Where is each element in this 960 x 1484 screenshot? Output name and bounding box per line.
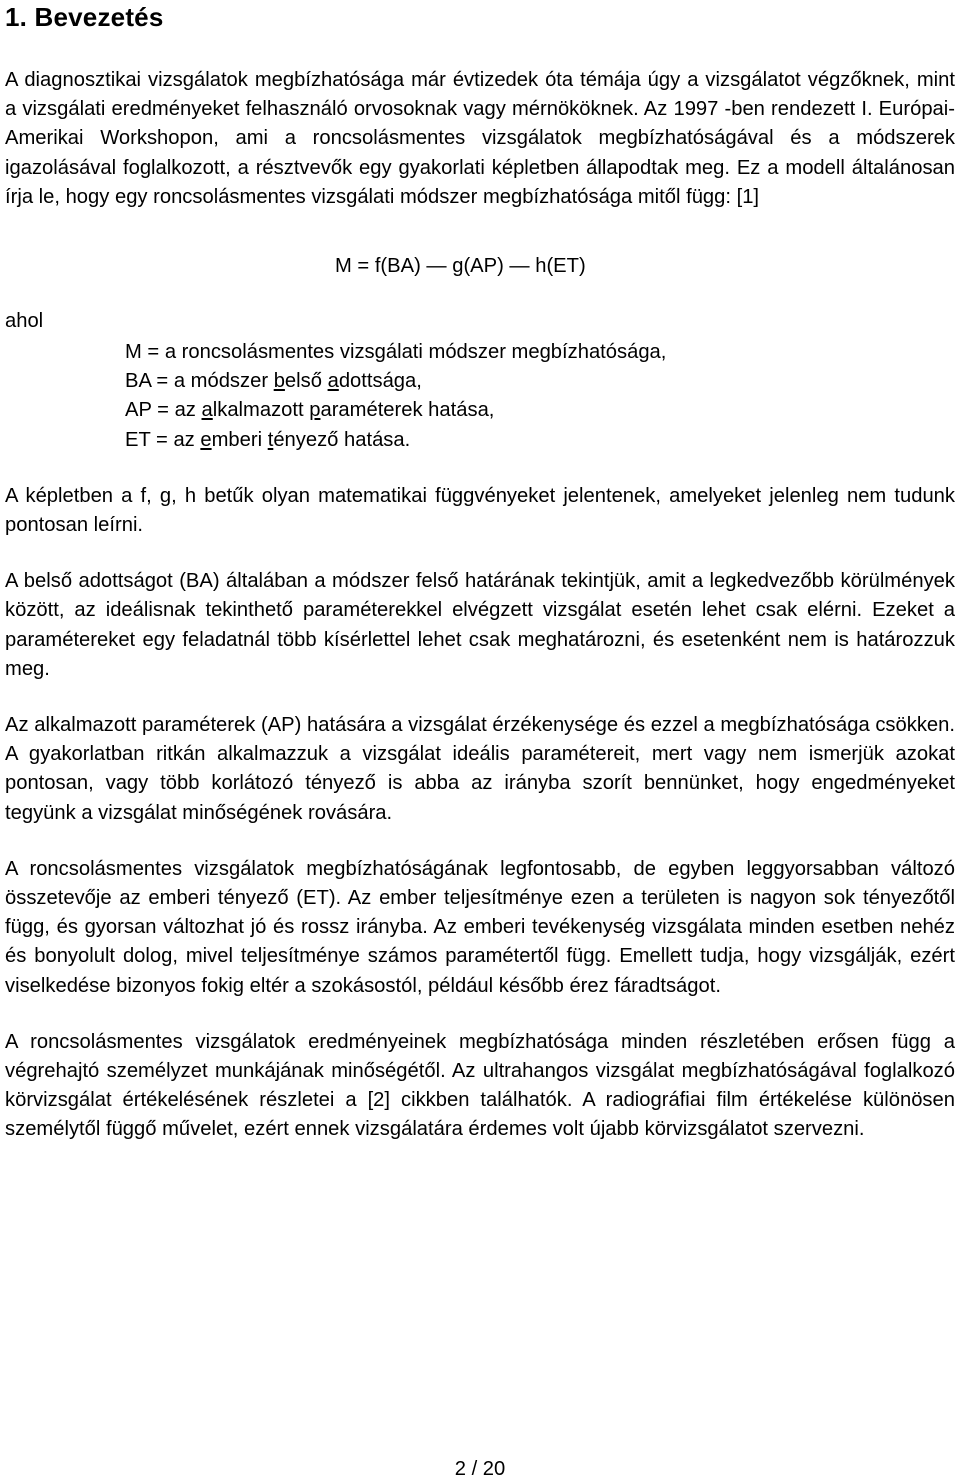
- paragraph-applied-parameters: Az alkalmazott paraméterek (AP) hatására a vizsgálat érzékenysége és ezzel a megbízhatósága csökken. A gyakorlatban ritkán alkalmazzuk a vizsgálat ideális paramétereit, mert vagy nem ismerjük azokat pontosan, vagy több korlátozó tényező is abba az irányba szorít bennünket, hogy engedményeket tegyünk a vizsgálat minőségének rovására.: [5, 714, 955, 824]
- definition-et: ET = az emberi tényező hatása.: [125, 428, 411, 451]
- paragraph-internal-capability: A belső adottságot (BA) általában a módszer felső határának tekintjük, amit a legkedvezőbb körülmények között, az ideálisnak tekinthető paraméterekkel elvégzett vizsgálat esetén lehet csak elérni. Ezeket a paramétereket egy feladatnál több kísérlettel lehet csak meghatározni, és esetenként nem is határozzuk meg.: [5, 570, 955, 680]
- page-number: 2 / 20: [454, 1458, 506, 1480]
- paragraph-round-robin: A roncsolásmentes vizsgálatok eredményeinek megbízhatósága minden részletében erősen függ a végrehajtó személyzet munkájának minőségétől. Az ultrahangos vizsgálat megbízhatóságával foglalkozó körvizsgálat értékelésének részletei a [2] cikkben találhatók. A radiográfiai film értékelése különösen személytől függő művelet, ezért ennek vizsgálatára érdemes volt újabb körvizsgálatot szervezni.: [5, 1030, 955, 1141]
- definition-m: M = a roncsolásmentes vizsgálati módszer megbízhatósága,: [125, 341, 667, 364]
- definition-ap: AP = az alkalmazott paraméterek hatása,: [125, 399, 495, 422]
- reliability-formula: M = f(BA) — g(AP) — h(ET): [335, 255, 586, 278]
- paragraph-human-factor: A roncsolásmentes vizsgálatok megbízhatóságának legfontosabb, de egyben leggyorsabban változó összetevője az emberi tényező (ET). Az ember teljesítménye ezen a területen is nagyon sok tényezőtől függ, és gyorsan változhat jó és rossz irányba. Az emberi tevékenység vizsgálata minden esetben nehéz és bonyolult dolog, mivel teljesítménye számos paramétertől függ. Emellett tudja, hogy vizsgálják, ezért viselkedése bizonyos fokig eltér a szokásostól, például később érez fáradtságot.: [5, 857, 955, 997]
- section-heading: 1. Bevezetés: [5, 2, 164, 32]
- paragraph-functions: A képletben a f, g, h betűk olyan matematikai függvényeket jelentenek, amelyeket jelenleg nem tudunk pontosan leírni.: [5, 484, 955, 537]
- where-label: ahol: [5, 310, 44, 333]
- intro-paragraph: A diagnosztikai vizsgálatok megbízhatósága már évtizedek óta témája úgy a vizsgálatot végzőknek, mint a vizsgálati eredményeket felhasználó orvosoknak vagy mérnököknek. Az 1997 -ben rendezett I. Európai-Amerikai Workshopon, ami a roncsolásmentes vizsgálatok megbízhatóságával és a módszerek igazolásával foglalkozott, a résztvevők egy gyakorlati képletben állapodtak meg. Ez a modell általánosan írja le, hogy egy roncsolásmentes vizsgálati módszer megbízhatósága mitől függ: [1]: [5, 69, 955, 208]
- document-page: [5, 0, 955, 1145]
- definition-list: [5, 338, 955, 455]
- definition-ba: BA = a módszer belső adottsága,: [125, 370, 422, 393]
